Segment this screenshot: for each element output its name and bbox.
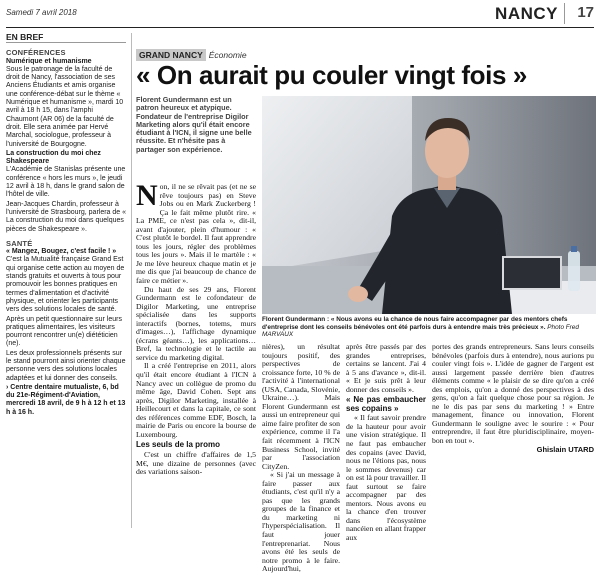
article-paragraph: « Il faut savoir prendre de la hauteur pour avoir une vision stratégique. Il ne faut pas embaucher des copains (avec David, nous ne l'étions pas, nous le sommes devenus) car on est là pour travailler. Il faut surtout se faire accompagner par des mentors. Nous avons eu la chance d'en trouver dans l'écosystème nancéien en allant frapper aux [346, 413, 426, 543]
article-signature: Ghislain UTARD [536, 444, 594, 454]
brief-text: C'est la Mutualité française Grand Est qui organise cette action au moyen de stands gratuits et ouverts à tous pour promouvoir les bonnes pratiques en termes d'alimentation et d'activité physique, et orienter les participants vers des solutions locales de santé. [6, 256, 125, 314]
caption-subject: Florent Gundermann : [262, 316, 330, 323]
article-column-1 [136, 179, 256, 477]
article-photo [262, 96, 596, 314]
article-subheading: Les seuls de la promo [136, 440, 221, 450]
kicker-category: Économie [208, 50, 247, 60]
kicker-tag: GRAND NANCY [136, 49, 206, 61]
article-paragraph: C'est un chiffre d'affaires de 1,5 M€, une dizaine de personnes (avec des variations saison- [136, 449, 256, 477]
article-headline: « On aurait pu couler vingt fois » [136, 60, 527, 90]
column-divider [131, 33, 132, 528]
article-paragraph: on, il ne se rêvait pas (et ne se rêve toujours pas) en Steve Jobs ou en Mark Zuckerberg ! Ça le fait même plutôt rire. « La PME, ce n'est pas cela », dit-il, avant d'ajouter, plein d'humour : « C'est plutôt le bordel. Il faut apprendre tous les jours, régler des problèmes tous les jours ». Mais il le martèle : « Je me lève heureux chaque matin et je me dis que j'ai beaucoup de chance de faire ce métier ». [136, 182, 256, 286]
issue-date: Samedi 7 avril 2018 [6, 8, 77, 17]
article-column-4 [432, 343, 594, 454]
article-column-2 [262, 343, 340, 574]
header-rule [6, 27, 594, 28]
article-paragraph: portes des grands entrepreneurs. Sans leurs conseils bénévoles (parfois durs à entendre), nous aurions pu couler vingt fois ». L'idée de gagner de l'argent est aussi largement passée derrière bien d'autres éléments comme « le plaisir de se dire qu'on a créé des emplois, qu'on a donné des perspectives à des gens, qu'on a fait quelque chose pour sa région. Je ne le dis pas par sens du marketing ! » Entre management, finance ou innovation, Florent Gundermann le souligne avec le sourire : « Pour entreprendre, il faut être pluridisciplinaire, moyen-bon en tout ». [432, 342, 594, 446]
drop-cap: N [136, 179, 158, 212]
brief-heading: Numérique et humanisme [6, 57, 92, 65]
section-label-sante: SANTÉ [6, 238, 33, 248]
brief-text: Après un petit questionnaire sur leurs pratiques alimentaires, les visiteurs pourront rencontrer un(e) diététicien (ne). [6, 315, 122, 348]
caption-quote: « Nous avons eu la chance de nous faire accompagner par des mentors chefs d'entreprise dont les conseils bénévoles ont été parfois durs à entendre mais très précieux ». [262, 316, 568, 331]
brief-practical-info: › Centre dentaire mutualiste, 6, bd du 21e-Régiment-d'Aviation, mercredi 18 avril, de 9 h à 12 h et 13 h à 16 h. [6, 383, 126, 416]
news-briefs-column [6, 33, 126, 418]
photo-credit: Photo Fred MARVAUX [262, 323, 579, 339]
brief-heading: « Mangez, Bougez, c'est facile ! » [6, 248, 117, 256]
article-column-3 [346, 343, 426, 543]
briefs-tag: EN BREF [6, 33, 126, 43]
article-kicker [136, 50, 247, 60]
brief-text: Jean-Jacques Chardin, professeur à l'université de Strasbourg, parlera de « La construction du moi dans quelques pièces de Shakespeare ». [6, 200, 127, 233]
brief-heading: La construction du moi chez Shakespeare [6, 149, 101, 166]
brief-text: Les deux professionnels présents sur le stand pourront ainsi orienter chaque personne vers des solutions locales adaptées et lui donner des conseils. [6, 349, 126, 382]
brief-text: Sous le patronage de la faculté de droit de Nancy, l'association de ses Anciens Étudiants et amis organise une conférence-débat sur le thème « Numérique et humanisme », mardi 10 avril à 18 h 15, dans l'amphi Chaumont (AR 06) de la faculté de droit. Elle sera animée par Hervé Marchal, sociologue, professeur à l'université de Bourgogne. [6, 65, 124, 148]
page-header [6, 2, 594, 28]
article-paragraph: Il a créé l'entreprise en 2011, alors qu'il était encore étudiant à l'ICN à Nancy avec un collègue de promo du même âge, David Cohen. Sept ans après, Digilor Marketing, installée à Heillecourt et dans la capitale, ce sont des références comme EDF, Bosch, la mairie de Paris ou encore la bourse de Luxembourg. [136, 361, 256, 439]
photo-caption [262, 316, 596, 339]
article-paragraph: nières), un résultat toujours positif, des perspectives de croissance forte, 10 % de l'activité à l'international (USA, Canada, Slovénie, Ukraine…). Mais Florent Gundermann est aussi un entrepreneur qui aime faire profiter de son expérience, comme il l'a fait récemment à l'ICN Business School, invité par l'association CityZen. [262, 342, 340, 471]
page-number: 17 [564, 3, 594, 24]
article-subheading: « Ne pas embaucher ses copains » [346, 395, 426, 413]
article-paragraph: Du haut de ses 29 ans, Florent Gundermann est le cofondateur de Digilor Marketing, une entreprise spécialisée dans les supports interactifs (bornes, totems, murs d'images…), l'affichage dynamique (écrans géants…), les applications… Bref, la technologie et le tactile au service du marketing digital. [136, 284, 256, 362]
brief-text: L'Académie de Stanislas présente une conférence « hors les murs », le jeudi 12 avril à 18 h, dans le grand salon de l'hôtel de ville. [6, 166, 126, 199]
article-lead: Florent Gundermann est un patron heureux et atypique. Fondateur de l'entreprise Digilor Marketing alors qu'il était encore étudiant à l'ICN, il signe une belle réussite. Et n'hésite pas à partager son expérience. [136, 95, 252, 154]
section-label-conferences: CONFÉRENCES [6, 48, 66, 58]
section-city: NANCY [495, 4, 558, 23]
article-paragraph: « Si j'ai un message à faire passer aux étudiants, c'est qu'il n'y a pas que les grands groupes de la finance et du marketing ni l'hyperspécialisation. Il faut jouer l'entreprenariat. Nous avons été les seuls de notre promo à le faire. Aujourd'hui, [262, 470, 340, 574]
article-paragraph: après être passés par des grandes entreprises, certains se lancent. J'ai 4 à 5 ans d'avance », dit-il. « Et je suis prêt à leur donner des conseils ». [346, 342, 426, 394]
